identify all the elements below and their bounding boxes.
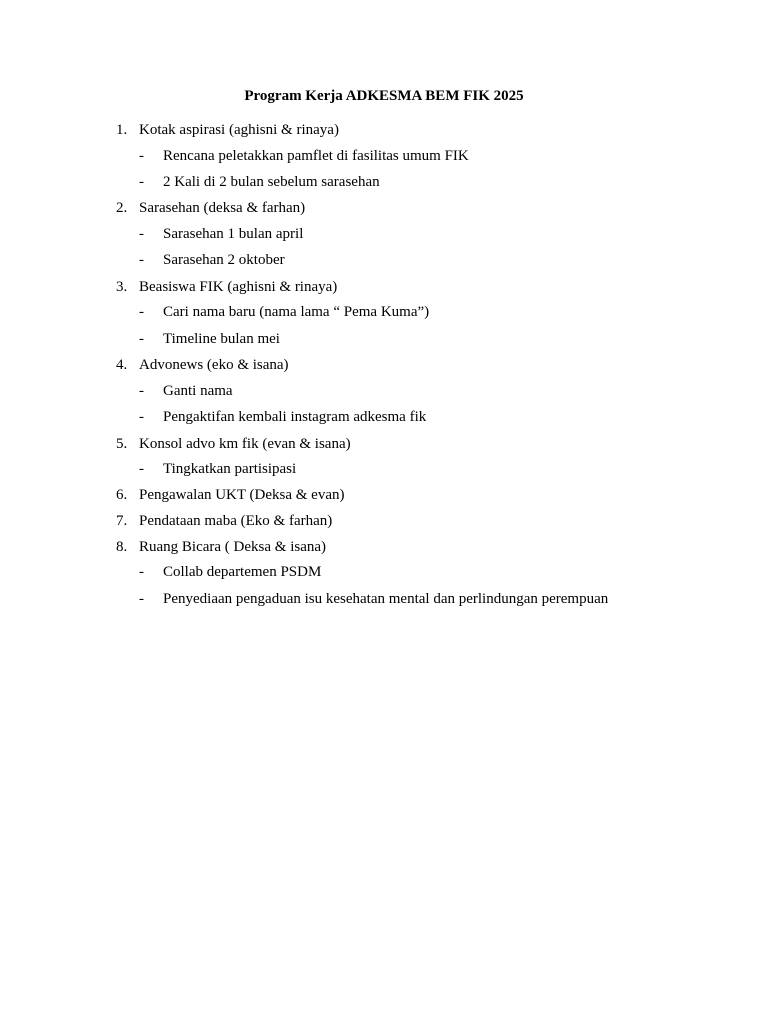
sub-list-item bbox=[0, 407, 768, 433]
list-item-text: Beasiswa FIK (aghisni & rinaya) bbox=[139, 278, 338, 295]
sub-list-item-text: Rencana peletakkan pamflet di fasilitas umum FIK bbox=[163, 147, 469, 164]
sub-list-item-text: Ganti nama bbox=[163, 382, 233, 399]
list-item bbox=[0, 120, 768, 198]
sub-list-marker: - bbox=[139, 147, 144, 164]
list-item bbox=[0, 537, 768, 615]
sub-list-item bbox=[0, 459, 768, 485]
list-item bbox=[0, 511, 768, 537]
list-item-number: 8. bbox=[116, 538, 128, 555]
list-item-number: 6. bbox=[116, 487, 128, 504]
sub-list-item-text: Sarasehan 1 bulan april bbox=[163, 225, 304, 242]
sub-list-item-text: Timeline bulan mei bbox=[163, 330, 280, 347]
sub-list-item bbox=[0, 562, 768, 588]
list-item bbox=[0, 277, 768, 355]
sub-list-marker: - bbox=[139, 382, 144, 399]
sub-list-item bbox=[0, 250, 768, 276]
list-item-line bbox=[0, 120, 768, 146]
sub-list-marker: - bbox=[139, 173, 144, 190]
sub-list-item-text: 2 Kali di 2 bulan sebelum sarasehan bbox=[163, 173, 380, 190]
sub-list-item bbox=[0, 329, 768, 355]
sub-list-marker: - bbox=[139, 461, 144, 478]
sub-list-item bbox=[0, 381, 768, 407]
list-item-number: 5. bbox=[116, 435, 128, 452]
list-item-text: Advonews (eko & isana) bbox=[139, 357, 289, 374]
sub-list-item bbox=[0, 224, 768, 250]
sub-list-marker: - bbox=[139, 590, 144, 607]
sub-list-item-text: Cari nama baru (nama lama “ Pema Kuma”) bbox=[163, 304, 430, 321]
list-item-number: 4. bbox=[116, 357, 128, 374]
sub-list-marker: - bbox=[139, 252, 144, 269]
list-item-line bbox=[0, 511, 768, 537]
sub-list-marker: - bbox=[139, 225, 144, 242]
list-item-line bbox=[0, 277, 768, 303]
list-item-text: Konsol advo km fik (evan & isana) bbox=[139, 435, 351, 452]
sub-list-item-text: Sarasehan 2 oktober bbox=[163, 252, 285, 269]
list-item bbox=[0, 198, 768, 276]
sub-list-item bbox=[0, 172, 768, 198]
list-item-line bbox=[0, 537, 768, 563]
list-item-line bbox=[0, 198, 768, 224]
list-item-text: Ruang Bicara ( Deksa & isana) bbox=[139, 538, 327, 555]
list-item-text: Sarasehan (deksa & farhan) bbox=[139, 200, 306, 217]
sub-list-item bbox=[0, 302, 768, 328]
sub-list-marker: - bbox=[139, 409, 144, 426]
list-item-line bbox=[0, 485, 768, 511]
sub-list-marker: - bbox=[139, 304, 144, 321]
sub-list-item bbox=[0, 146, 768, 172]
list-item-number: 1. bbox=[116, 122, 128, 138]
list-item-text: Pengawalan UKT (Deksa & evan) bbox=[139, 487, 345, 504]
sub-list-item bbox=[0, 589, 768, 615]
page-title: Program Kerja ADKESMA BEM FIK 2025 bbox=[244, 88, 524, 104]
sub-list-item-text: Penyediaan pengaduan isu kesehatan mental dan perlindungan perempuan bbox=[163, 590, 609, 607]
list-item-line bbox=[0, 434, 768, 460]
sub-list-marker: - bbox=[139, 564, 144, 581]
list-item bbox=[0, 485, 768, 511]
list-item-line bbox=[0, 355, 768, 381]
list-item-number: 2. bbox=[116, 200, 128, 217]
list-item-text: Kotak aspirasi (aghisni & rinaya) bbox=[139, 122, 339, 138]
sub-list-item-text: Tingkatkan partisipasi bbox=[163, 461, 297, 478]
program-list bbox=[0, 120, 768, 615]
sub-list-marker: - bbox=[139, 330, 144, 347]
list-item-number: 3. bbox=[116, 278, 128, 295]
list-item bbox=[0, 355, 768, 433]
list-item-number: 7. bbox=[116, 513, 128, 530]
list-item bbox=[0, 434, 768, 486]
list-item-text: Pendataan maba (Eko & farhan) bbox=[139, 513, 333, 530]
sub-list-item-text: Pengaktifan kembali instagram adkesma fik bbox=[163, 409, 427, 426]
sub-list-item-text: Collab departemen PSDM bbox=[163, 564, 322, 581]
